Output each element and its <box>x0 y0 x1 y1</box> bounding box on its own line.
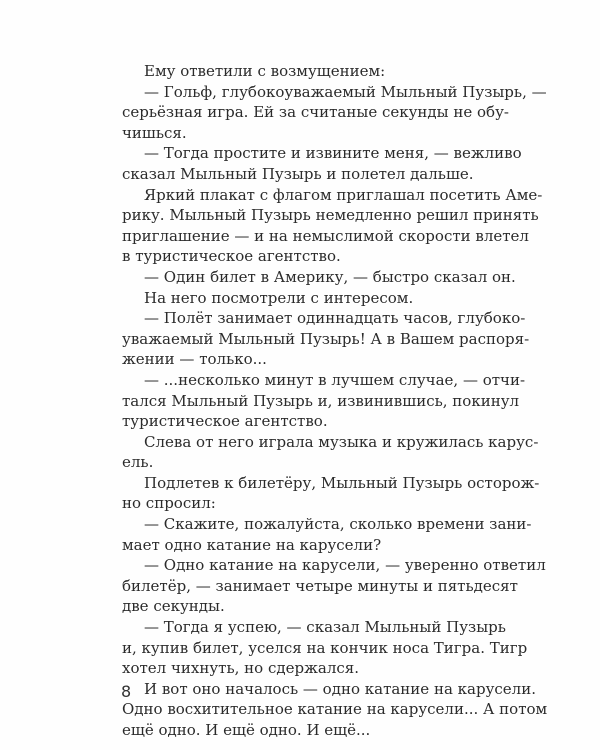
text-line: — Тогда простите и извините меня, — вежливо <box>144 144 522 163</box>
text-line: серьёзная игра. Ей за считаные секунды не обу- <box>122 103 509 122</box>
text-line: билетёр, — занимает четыре минуты и пятьдесят <box>122 576 518 595</box>
text-line: — Одно катание на карусели, — уверенно ответил <box>144 556 546 575</box>
text-line: в туристическое агентство. <box>122 247 341 266</box>
text-line: уважаемый Мыльный Пузырь! А в Вашем распоря- <box>122 329 530 348</box>
text-line: две секунды. <box>122 597 225 616</box>
text-line: И вот оно началось — одно катание на карусели. <box>144 679 536 698</box>
text-line: — Скажите, пожалуйста, сколько времени зани- <box>144 515 532 534</box>
text-line: туристическое агентство. <box>122 412 328 431</box>
text-line: Подлетев к билетёру, Мыльный Пузырь осторож- <box>144 473 540 492</box>
text-line: Слева от него играла музыка и кружилась карус- <box>144 432 539 451</box>
text-line: — ...несколько минут в лучшем случае, — отчи- <box>144 370 526 389</box>
text-line: Одно восхитительное катание на карусели... А потом <box>122 700 548 719</box>
text-line: и, купив билет, уселся на кончик носа Тигра. Тигр <box>122 638 528 657</box>
text-line: тался Мыльный Пузырь и, извинившись, покинул <box>122 391 520 410</box>
text-line: — Один билет в Америку, — быстро сказал он. <box>144 267 516 286</box>
text-line: — Гольф, глубокоуважаемый Мыльный Пузырь, — <box>144 82 547 101</box>
text-line: чишься. <box>122 123 187 142</box>
text-line: сказал Мыльный Пузырь и полетел дальше. <box>122 164 474 183</box>
text-line: мает одно катание на карусели? <box>122 535 382 554</box>
text-line: ещё одно. И ещё одно. И ещё... <box>122 721 371 739</box>
text-line: хотел чихнуть, но сдержался. <box>122 659 359 678</box>
text-line: жении — только... <box>122 350 267 369</box>
text-line: — Тогда я успею, — сказал Мыльный Пузырь <box>144 618 506 637</box>
text-line: ель. <box>122 453 154 472</box>
text-line: приглашение — и на немыслимой скорости влетел <box>122 226 529 245</box>
text-line: рику. Мыльный Пузырь немедленно решил принять <box>122 206 539 225</box>
text-line: но спросил: <box>122 494 216 513</box>
text-line: Ему ответили с возмущением: <box>144 62 386 80</box>
page-number: 8 <box>121 682 132 701</box>
text-line: На него посмотрели с интересом. <box>144 288 414 307</box>
story-text <box>122 61 552 741</box>
text-line: — Полёт занимает одиннадцать часов, глубоко- <box>144 309 526 328</box>
text-line: Яркий плакат с флагом приглашал посетить Аме- <box>144 185 543 204</box>
